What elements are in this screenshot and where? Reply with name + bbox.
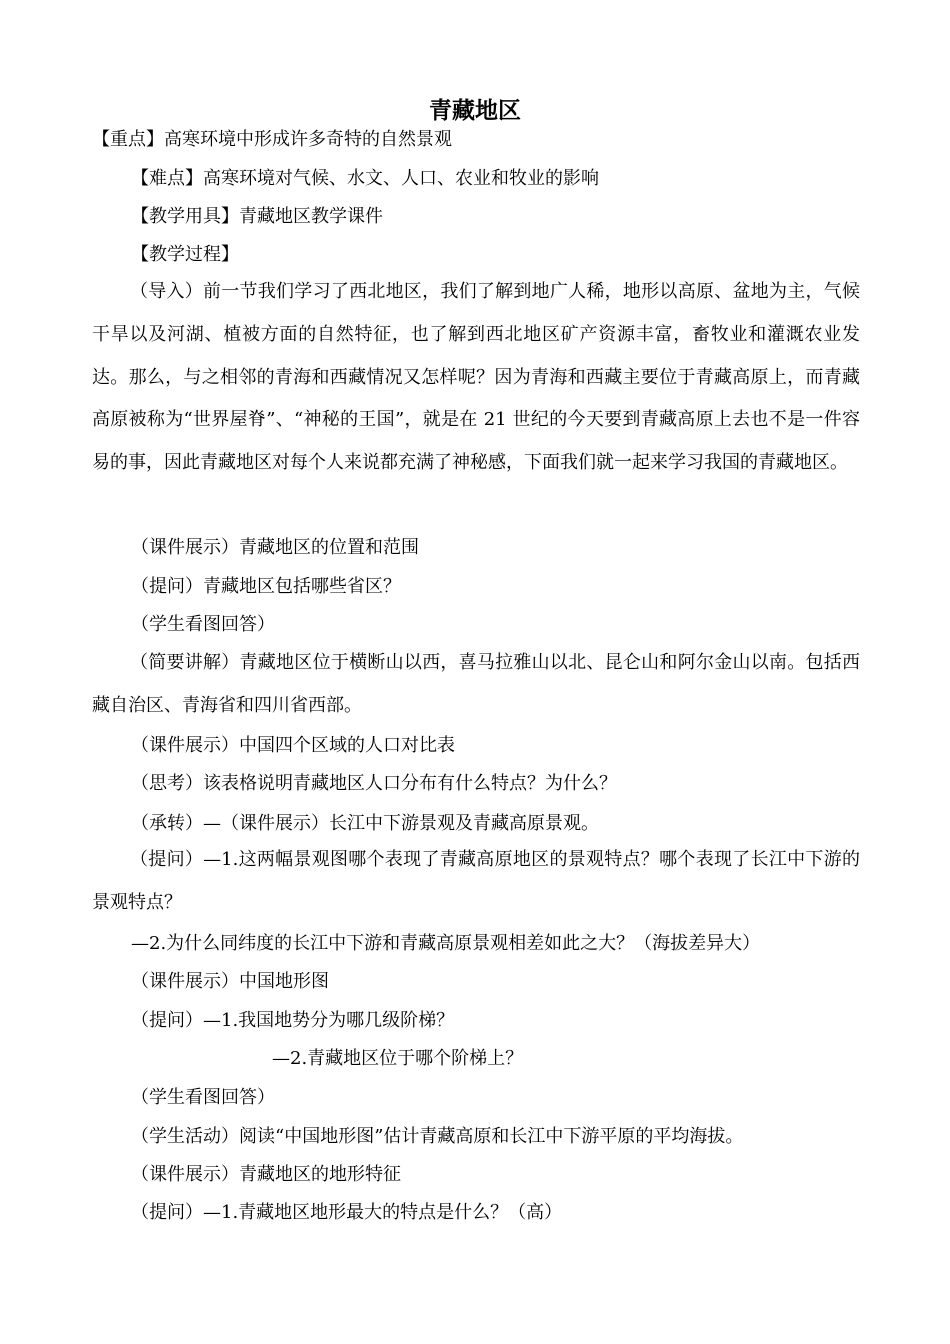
students-answer-line-2: （学生看图回答） [131, 1087, 275, 1108]
students-answer-line: （学生看图回答） [131, 614, 275, 635]
brief-explain-paragraph: （简要讲解）青藏地区位于横断山以西，喜马拉雅山以北、昆仑山和阿尔金山以南。包括西藏自治区、青海省和四川省西部。 [92, 652, 860, 716]
intro-paragraph: （导入）前一节我们学习了西北地区，我们了解到地广人稀，地形以高原、盆地为主，气候干旱以及河湖、植被方面的自然特征，也了解到西北地区矿产资源丰富，畜牧业和灌溉农业发达。那么，与之相邻的青海和西藏情况又怎样呢？因为青海和西藏主要位于青藏高原上，而青藏高原被称为“世界屋脊”、“神秘的王国”，就是在 21 世纪的今天要到青藏高原上去也不是一件容易的事，因此青藏地区对每个人来说都充满了神秘感，下面我们就一起来学习我国的青藏地区。 [92, 281, 860, 474]
difficult-point-line: 【难点】高寒环境对气候、水文、人口、农业和牧业的影响 [131, 168, 599, 189]
show-location-line: （课件展示）青藏地区的位置和范围 [131, 537, 419, 558]
ask-terrain-feature-line: （提问）—1.青藏地区地形最大的特点是什么？（高） [131, 1202, 563, 1223]
teaching-process-heading: 【教学过程】 [131, 244, 239, 265]
ask-steps-2-line: —2.青藏地区位于哪个阶梯上？ [272, 1048, 524, 1069]
show-population-line: （课件展示）中国四个区域的人口对比表 [131, 735, 455, 756]
ask-steps-1-line: （提问）—1.我国地势分为哪几级阶梯？ [131, 1010, 455, 1031]
show-terrain-features-line: （课件展示）青藏地区的地形特征 [131, 1164, 401, 1185]
think-line: （思考）该表格说明青藏地区人口分布有什么特点？为什么？ [131, 773, 617, 794]
key-point-line: 【重点】高寒环境中形成许多奇特的自然景观 [92, 129, 452, 150]
ask-landscape-paragraph: （提问）—1.这两幅景观图哪个表现了青藏高原地区的景观特点？哪个表现了长江中下游的景观特点？ [92, 849, 860, 913]
ask-provinces-line: （提问）青藏地区包括哪些省区？ [131, 576, 401, 597]
transition-line: （承转）—（课件展示）长江中下游景观及青藏高原景观。 [131, 813, 599, 834]
show-terrain-map-line: （课件展示）中国地形图 [131, 971, 329, 992]
page-title: 青藏地区 [429, 98, 521, 124]
ask-landscape-2-line: —2.为什么同纬度的长江中下游和青藏高原景观相差如此之大？（海拔差异大） [131, 933, 761, 954]
student-activity-line: （学生活动）阅读“中国地形图”估计青藏高原和长江中下游平原的平均海拔。 [131, 1126, 744, 1147]
teaching-tools-line: 【教学用具】青藏地区教学课件 [131, 206, 383, 227]
